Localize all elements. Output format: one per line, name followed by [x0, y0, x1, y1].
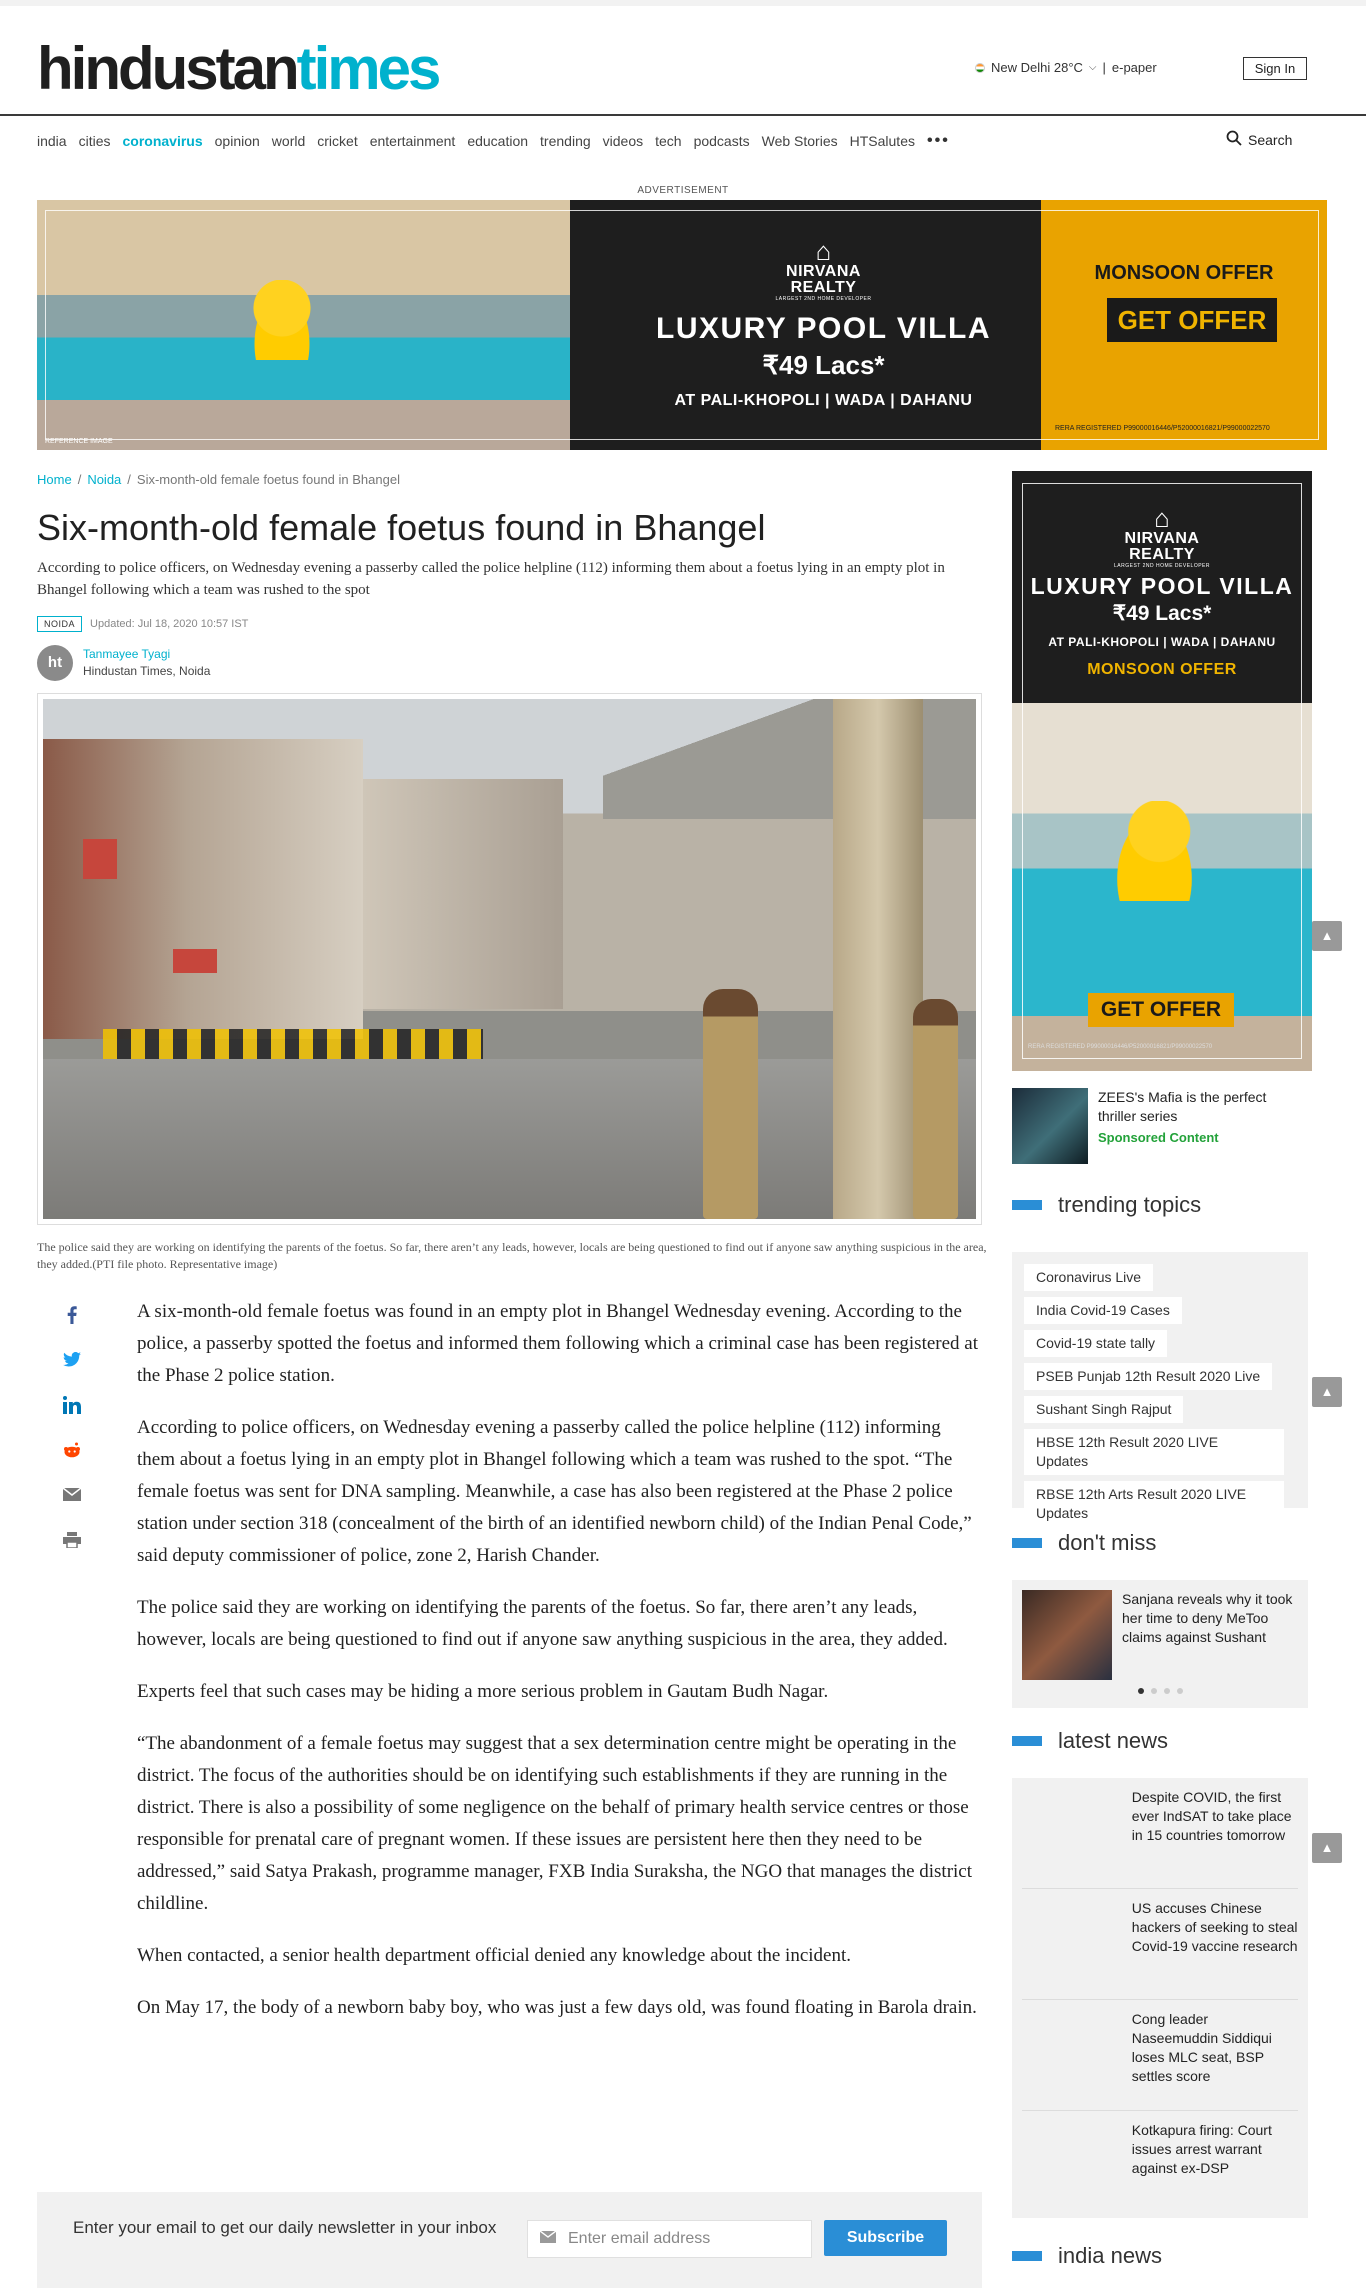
ad-offer-title: MONSOON OFFER	[1094, 262, 1274, 284]
section-bar	[1012, 1736, 1042, 1746]
sidebar-ad-location: AT PALI-KHOPOLI | WADA | DAHANU	[1048, 635, 1276, 649]
main-nav	[37, 130, 950, 152]
dont-miss-title: Sanjana reveals why it took her time to deny MeToo claims against Sushant	[1122, 1591, 1293, 1645]
latest-news-heading: latest news	[1012, 1728, 1168, 1754]
nav-item-entertainment[interactable]: entertainment	[369, 133, 456, 149]
nav-item-opinion[interactable]: opinion	[214, 133, 260, 149]
newsletter-box	[37, 2192, 982, 2288]
facebook-icon[interactable]	[62, 1302, 82, 1327]
sidebar-ad-offer-title: MONSOON OFFER	[1087, 661, 1237, 678]
dont-miss-item[interactable]	[1022, 1590, 1302, 1680]
nav-item-tech[interactable]: tech	[655, 133, 682, 149]
nirvana-logo: ⌂ NIRVANA REALTY LARGEST 2ND HOME DEVELOPER	[1012, 505, 1312, 569]
newsletter-text: Enter your email to get our daily newsletter in your inbox	[73, 2218, 497, 2237]
ad-frame	[1022, 483, 1302, 1059]
policeman-figure	[703, 989, 758, 1219]
nirvana-logo: ⌂ NIRVANA REALTY LARGEST 2ND HOME DEVELOPER	[570, 238, 1077, 302]
author-org: Hindustan Times, Noida	[83, 664, 211, 678]
article-paragraph: A six-month-old female foetus was found in an empty plot in Bhangel Wednesday evening. According to the police, a passerby spotted the foetus and informed them following which a criminal case has been registered at the Phase 2 police station.	[137, 1301, 979, 1386]
news-headline: Despite COVID, the first ever IndSAT to take place in 15 countries tomorrow	[1131, 1789, 1292, 1843]
trending-chip[interactable]: HBSE 12th Result 2020 LIVE Updates	[1024, 1429, 1284, 1475]
promo-title: ZEES's Mafia is the perfect thriller series	[1098, 1089, 1267, 1124]
latest-news-item[interactable]	[1022, 2111, 1298, 2222]
dont-miss-heading: don't miss	[1012, 1530, 1156, 1556]
nav-item-world[interactable]: world	[271, 133, 306, 149]
ad-rera-text: RERA REGISTERED P99000016446/P52000016821/P99000022570	[1055, 425, 1270, 432]
article-paragraph: When contacted, a senior health department official denied any knowledge about the incident.	[137, 1945, 851, 1966]
latest-news-item[interactable]	[1022, 2000, 1298, 2111]
site-logo[interactable]: hindustantimes	[37, 35, 439, 102]
article-meta	[37, 616, 248, 632]
sponsored-label: Sponsored Content	[1098, 1130, 1219, 1145]
carousel-dot[interactable]	[1177, 1688, 1183, 1694]
nav-item-education[interactable]: education	[467, 133, 529, 149]
sidebar-ad-rera: RERA REGISTERED P99000016446/P52000016821/P99000022570	[1028, 1044, 1213, 1050]
author-name[interactable]: Tanmayee Tyagi	[83, 647, 171, 661]
house-icon: ⌂	[815, 236, 832, 266]
ad-location: AT PALI-KHOPOLI | WADA | DAHANU	[674, 392, 973, 409]
carousel-dot[interactable]	[1164, 1688, 1170, 1694]
news-thumbnail	[1022, 1899, 1120, 1989]
news-headline: Cong leader Naseemuddin Siddiqui loses MLC seat, BSP settles score	[1131, 2011, 1272, 2084]
news-thumbnail	[1022, 2121, 1120, 2211]
get-offer-button[interactable]: GET OFFER	[1107, 298, 1277, 342]
nav-item-podcasts[interactable]: podcasts	[693, 133, 750, 149]
article-paragraph: The police said they are working on identifying the parents of the foetus. So far, there aren’t any leads, however, locals are being questioned to find out if anyone saw anything suspicious in the area, they added.	[137, 1597, 948, 1650]
nav-item-cities[interactable]: cities	[78, 133, 111, 149]
india-news-heading: india news	[1012, 2243, 1162, 2269]
nav-item-coronavirus[interactable]: coronavirus	[122, 133, 203, 149]
sign-in-button[interactable]: Sign In	[1243, 57, 1307, 80]
news-headline: US accuses Chinese hackers of seeking to steal Covid-19 vaccine research	[1131, 1900, 1298, 1954]
sponsored-promo[interactable]	[1012, 1088, 1312, 1168]
image-caption: The police said they are working on identifying the parents of the foetus. So far, there aren’t any leads, however, locals are being questioned to find out if anyone saw anything suspicious in the area, they added.(PTI file photo. Representative image)	[37, 1240, 987, 1271]
article-paragraph: Experts feel that such cases may be hiding a more serious problem in Gautam Budh Nagar.	[137, 1681, 829, 1702]
news-thumbnail	[1022, 2010, 1120, 2100]
subscribe-button[interactable]: Subscribe	[824, 2220, 947, 2256]
ad-frame	[45, 210, 1319, 440]
nav-item-htsalutes[interactable]: HTSalutes	[849, 133, 915, 149]
sidebar-ad-price: ₹49 Lacs*	[1112, 602, 1212, 625]
latest-news-item[interactable]	[1022, 1778, 1298, 1889]
print-icon[interactable]	[62, 1527, 82, 1552]
article-paragraph: On May 17, the body of a newborn baby boy, who was just a few days old, was found floating in Barola drain.	[137, 1997, 977, 2018]
ad-reference-image-note: REFERENCE IMAGE	[45, 438, 113, 445]
top-banner-ad[interactable]	[37, 200, 1327, 450]
trending-chip[interactable]: India Covid-19 Cases	[1024, 1297, 1182, 1324]
sidebar-ad[interactable]	[1012, 471, 1312, 1071]
india-flag-icon	[975, 63, 985, 73]
breadcrumb-home[interactable]: Home	[37, 472, 72, 487]
ad-price: ₹49 Lacs*	[762, 350, 885, 380]
article-title: Six-month-old female foetus found in Bhangel	[37, 507, 766, 548]
email-icon[interactable]	[62, 1482, 82, 1507]
trending-chip[interactable]: Covid-19 state tally	[1024, 1330, 1167, 1357]
news-headline: Kotkapura firing: Court issues arrest warrant against ex-DSP	[1131, 2122, 1272, 2176]
article-paragraph: According to police officers, on Wednesday evening a passerby called the police helpline (112) informing them about a foetus lying in an empty plot in Bhangel following which a team was rushed to the spot. “The female foetus was sent for DNA sampling. Meanwhile, a case has also been registered at the Phase 2 police station under section 318 (concealment of the birth of an identified newborn child) of the Indian Penal Code,” said deputy commissioner of police, zone 2, Harish Chander.	[137, 1417, 972, 1566]
envelope-icon	[540, 2230, 556, 2248]
search-label: Search	[1248, 131, 1293, 148]
linkedin-icon[interactable]	[62, 1392, 82, 1417]
breadcrumb: Home / Noida / Six-month-old female foetus found in Bhangel	[37, 472, 400, 487]
twitter-icon[interactable]	[62, 1347, 82, 1372]
trending-topics-list	[1012, 1252, 1308, 1521]
dont-miss-thumbnail	[1022, 1590, 1112, 1680]
site-header	[0, 6, 1366, 116]
carousel-dots	[1012, 1688, 1308, 1694]
article-paragraph: “The abandonment of a female foetus may suggest that a sex determination centre might be operating in the district. The focus of the authorities should be on identifying such establishments if they are running in the district. There is also a possibility of some negligence on the behalf of primary health service centres or those responsible for prenatal care of pregnant women. If these issues are persistent here then they need to be addressed,” said Satya Prakash, programme manager, FXB India Suraksha, the NGO that manages the district childline.	[137, 1733, 973, 1914]
chevron-up-icon: ▲	[1320, 1840, 1334, 1855]
author-avatar: ht	[37, 645, 73, 681]
article-body	[137, 1296, 982, 2044]
chevron-up-icon: ▲	[1320, 1384, 1334, 1399]
sidebar-ad-headline: LUXURY POOL VILLA	[1030, 573, 1294, 599]
latest-news-item[interactable]	[1022, 1889, 1298, 2000]
chevron-up-icon: ▲	[1320, 928, 1334, 943]
ad-headline: LUXURY POOL VILLA	[656, 312, 991, 345]
sidebar-get-offer-button[interactable]: GET OFFER	[1088, 993, 1234, 1027]
article-summary: According to police officers, on Wednesday evening a passerby called the police helpline (112) informing them about a foetus lying in an empty plot in Bhangel following which a team was rushed to the spot	[37, 560, 945, 598]
trending-chip[interactable]: PSEB Punjab 12th Result 2020 Live	[1024, 1363, 1272, 1390]
more-menu-button[interactable]: •••	[926, 132, 950, 149]
nav-item-trending[interactable]: trending	[540, 133, 591, 149]
newsletter-email-field[interactable]	[527, 2220, 812, 2258]
house-icon: ⌂	[1154, 503, 1170, 533]
carousel-dot[interactable]	[1151, 1688, 1157, 1694]
breadcrumb-current: Six-month-old female foetus found in Bhangel	[136, 472, 400, 487]
section-bar	[1012, 1200, 1042, 1210]
search-icon	[1226, 130, 1242, 149]
epaper-link[interactable]: e-paper	[1111, 60, 1157, 75]
nav-item-india[interactable]: india	[37, 133, 67, 149]
dont-miss-carousel	[1012, 1580, 1308, 1708]
author-block	[37, 645, 210, 681]
reddit-icon[interactable]	[62, 1437, 82, 1462]
street-photo	[43, 699, 976, 1219]
share-bar	[62, 1302, 82, 1552]
section-bar	[1012, 1538, 1042, 1548]
trending-topics-heading: trending topics	[1012, 1192, 1201, 1218]
nav-item-videos[interactable]: videos	[602, 133, 644, 149]
separator: |	[1102, 60, 1106, 75]
email-placeholder: Enter email address	[568, 2230, 711, 2247]
weather-widget[interactable]	[975, 60, 1157, 75]
section-tag[interactable]: NOIDA	[37, 616, 82, 632]
carousel-dot[interactable]	[1138, 1688, 1144, 1694]
promo-thumbnail	[1012, 1088, 1088, 1164]
news-thumbnail	[1022, 1788, 1120, 1878]
trending-chip[interactable]: Coronavirus Live	[1024, 1264, 1153, 1291]
scroll-up-button[interactable]	[1312, 1833, 1342, 1863]
trending-chip[interactable]: Sushant Singh Rajput	[1024, 1396, 1183, 1423]
nav-item-web-stories[interactable]: Web Stories	[761, 133, 838, 149]
weather-text: New Delhi 28°C	[991, 60, 1083, 75]
nav-item-cricket[interactable]: cricket	[317, 133, 358, 149]
breadcrumb-noida[interactable]: Noida	[87, 472, 122, 487]
policeman-figure	[913, 999, 958, 1219]
trending-chip[interactable]: RBSE 12th Arts Result 2020 LIVE Updates	[1024, 1481, 1284, 1527]
article-image	[37, 693, 982, 1225]
section-bar	[1012, 2251, 1042, 2261]
advertisement-label: ADVERTISEMENT	[637, 185, 729, 196]
search-button[interactable]	[1226, 130, 1292, 149]
chevron-down-icon[interactable]: ⌵	[1088, 62, 1097, 73]
scroll-up-button[interactable]	[1312, 921, 1342, 951]
updated-time: Updated: Jul 18, 2020 10:57 IST	[90, 618, 249, 630]
scroll-up-button[interactable]	[1312, 1377, 1342, 1407]
latest-news-list	[1012, 1778, 1308, 2218]
